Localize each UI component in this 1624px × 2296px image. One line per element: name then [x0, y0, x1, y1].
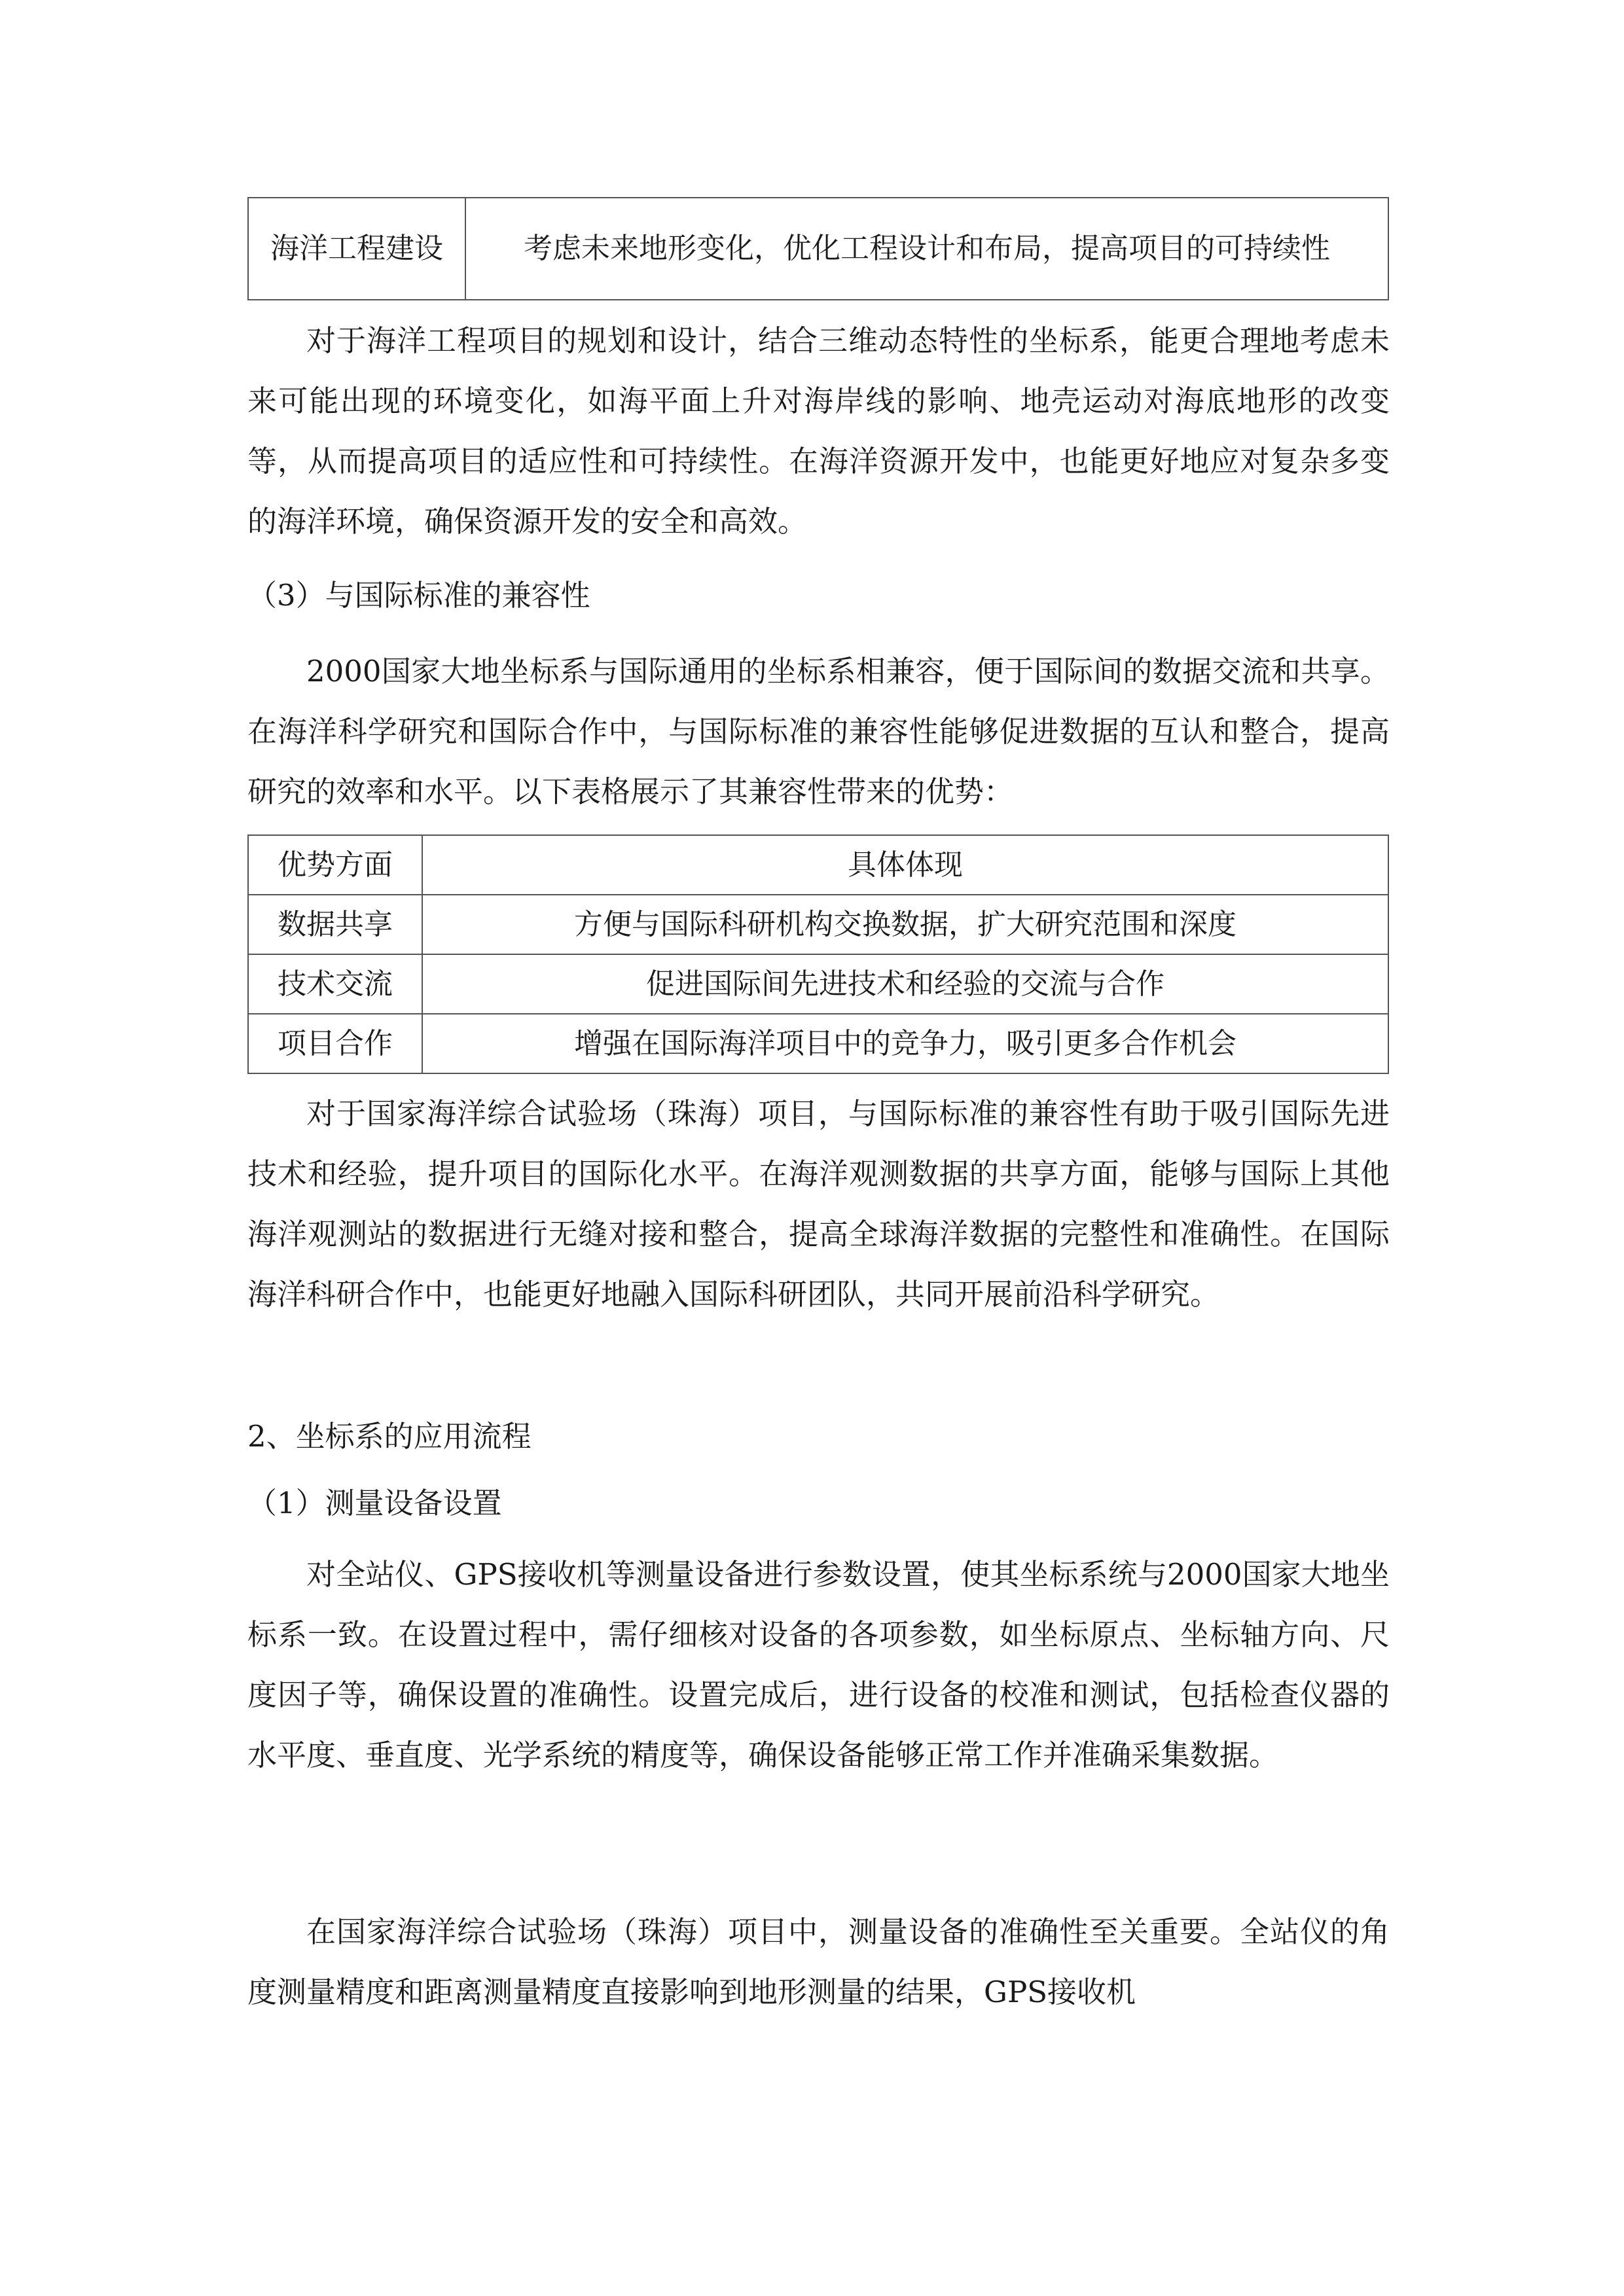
engineering-table — [247, 197, 1389, 300]
table-header-detail: 具体体现 — [422, 835, 1388, 895]
paragraph-device-setup: 对全站仪、GPS接收机等测量设备进行参数设置，使其坐标系统与2000国家大地坐标系一致。在设置过程中，需仔细核对设备的各项参数，如坐标原点、坐标轴方向、尺度因子等，确保设置的准确性。设置完成后，进行设备的校准和测试，包括检查仪器的水平度、垂直度、光学系统的精度等，确保设备能够正常工作并准确采集数据。 — [247, 1557, 1390, 1772]
paragraph-ocean-engineering: 对于海洋工程项目的规划和设计，结合三维动态特性的坐标系，能更合理地考虑未来可能出现的环境变化，如海平面上升对海岸线的影响、地壳运动对海底地形的改变等，从而提高项目的适应性和可持续性。在海洋资源开发中，也能更好地应对复杂多变的海洋环境，确保资源开发的安全和高效。 — [247, 323, 1390, 539]
table-cell-detail: 增强在国际海洋项目中的竞争力，吸引更多合作机会 — [422, 1014, 1388, 1073]
table-header-aspect: 优势方面 — [248, 835, 422, 895]
section-heading-application-flow: 2、坐标系的应用流程 — [247, 1419, 532, 1454]
table-row — [248, 954, 1388, 1014]
table-cell-aspect: 技术交流 — [248, 954, 422, 1014]
section-heading-compatibility: （3）与国际标准的兼容性 — [247, 578, 590, 613]
subsection-heading-device-setup: （1）测量设备设置 — [247, 1486, 502, 1520]
table-row — [248, 198, 1388, 300]
paragraph-compatibility: 2000国家大地坐标系与国际通用的坐标系相兼容，便于国际间的数据交流和共享。在海洋科学研究和国际合作中，与国际标准的兼容性能够促进数据的互认和整合，提高研究的效率和水平。以下表格展示了其兼容性带来的优势： — [247, 654, 1390, 809]
table-cell-detail: 方便与国际科研机构交换数据，扩大研究范围和深度 — [422, 895, 1388, 954]
advantages-table — [247, 834, 1389, 1074]
table-cell-aspect: 项目合作 — [248, 1014, 422, 1073]
table-cell-detail: 考虑未来地形变化，优化工程设计和布局，提高项目的可持续性 — [465, 198, 1388, 300]
table-cell-aspect: 海洋工程建设 — [248, 198, 465, 300]
table-cell-detail: 促进国际间先进技术和经验的交流与合作 — [422, 954, 1388, 1014]
paragraph-device-accuracy: 在国家海洋综合试验场（珠海）项目中，测量设备的准确性至关重要。全站仪的角度测量精度和距离测量精度直接影响到地形测量的结果，GPS接收机 — [247, 1914, 1390, 2009]
paragraph-zhuhai-project: 对于国家海洋综合试验场（珠海）项目，与国际标准的兼容性有助于吸引国际先进技术和经验，提升项目的国际化水平。在海洋观测数据的共享方面，能够与国际上其他海洋观测站的数据进行无缝对接和整合，提高全球海洋数据的完整性和准确性。在国际海洋科研合作中，也能更好地融入国际科研团队，共同开展前沿科学研究。 — [247, 1096, 1390, 1312]
table-header-row — [248, 835, 1388, 895]
table-cell-aspect: 数据共享 — [248, 895, 422, 954]
table-row — [248, 1014, 1388, 1073]
table-row — [248, 895, 1388, 954]
